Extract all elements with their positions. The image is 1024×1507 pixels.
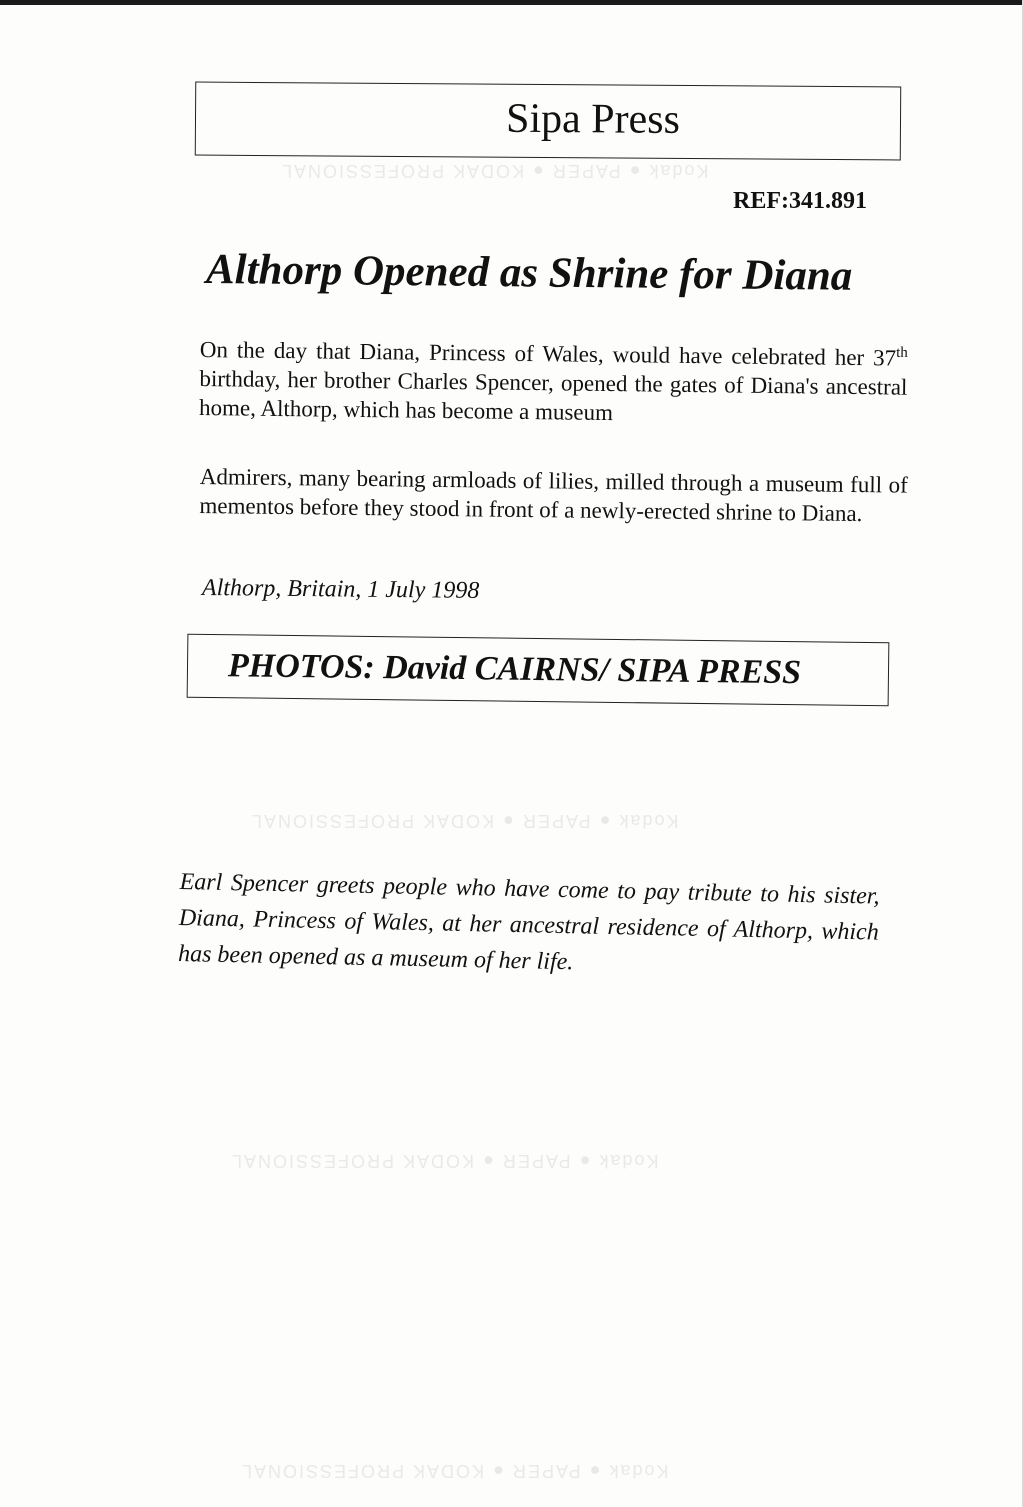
- paper-watermark: Kodak ● PAPER ● KODAK PROFESSIONAL: [240, 1461, 669, 1481]
- paragraph-1-text-b: birthday, her brother Charles Spencer, opened the gates of Diana's ancestral home, Althorp, which has become a museum: [198, 365, 908, 426]
- paper-watermark: Kodak ● PAPER ● KODAK PROFESSIONAL: [230, 1151, 659, 1171]
- ordinal-suffix: th: [896, 344, 908, 361]
- paragraph-1-text-a: On the day that Diana, Princess of Wales, would have celebrated her 37: [199, 336, 897, 371]
- dateline: Althorp, Britain, 1 July 1998: [201, 575, 480, 604]
- photo-credit: PHOTOS: David CAIRNS/ SIPA PRESS: [227, 647, 802, 692]
- paper-watermark: Kodak ● PAPER ● KODAK PROFESSIONAL: [280, 161, 709, 181]
- story-paragraph-1: [199, 335, 908, 431]
- paper-watermark: Kodak ● PAPER ● KODAK PROFESSIONAL: [250, 811, 679, 831]
- photo-credit-box: [187, 634, 890, 707]
- agency-name: Sipa Press: [505, 95, 681, 143]
- reference-number: REF:341.891: [733, 188, 867, 214]
- story-paragraph-2: Admirers, many bearing armloads of lilies, milled through a museum full of mementos before they stood in front of a newly-erected shrine to Diana.: [199, 463, 908, 527]
- agency-header-box: [195, 82, 901, 161]
- photo-caption: Earl Spencer greets people who have come to pay tribute to his sister, Diana, Princess of Wales, at her ancestral residence of Althorp, which has been opened as a museum of her life.: [177, 868, 880, 976]
- scan-top-edge: [0, 0, 1024, 5]
- headline: Althorp Opened as Shrine for Diana: [205, 246, 853, 300]
